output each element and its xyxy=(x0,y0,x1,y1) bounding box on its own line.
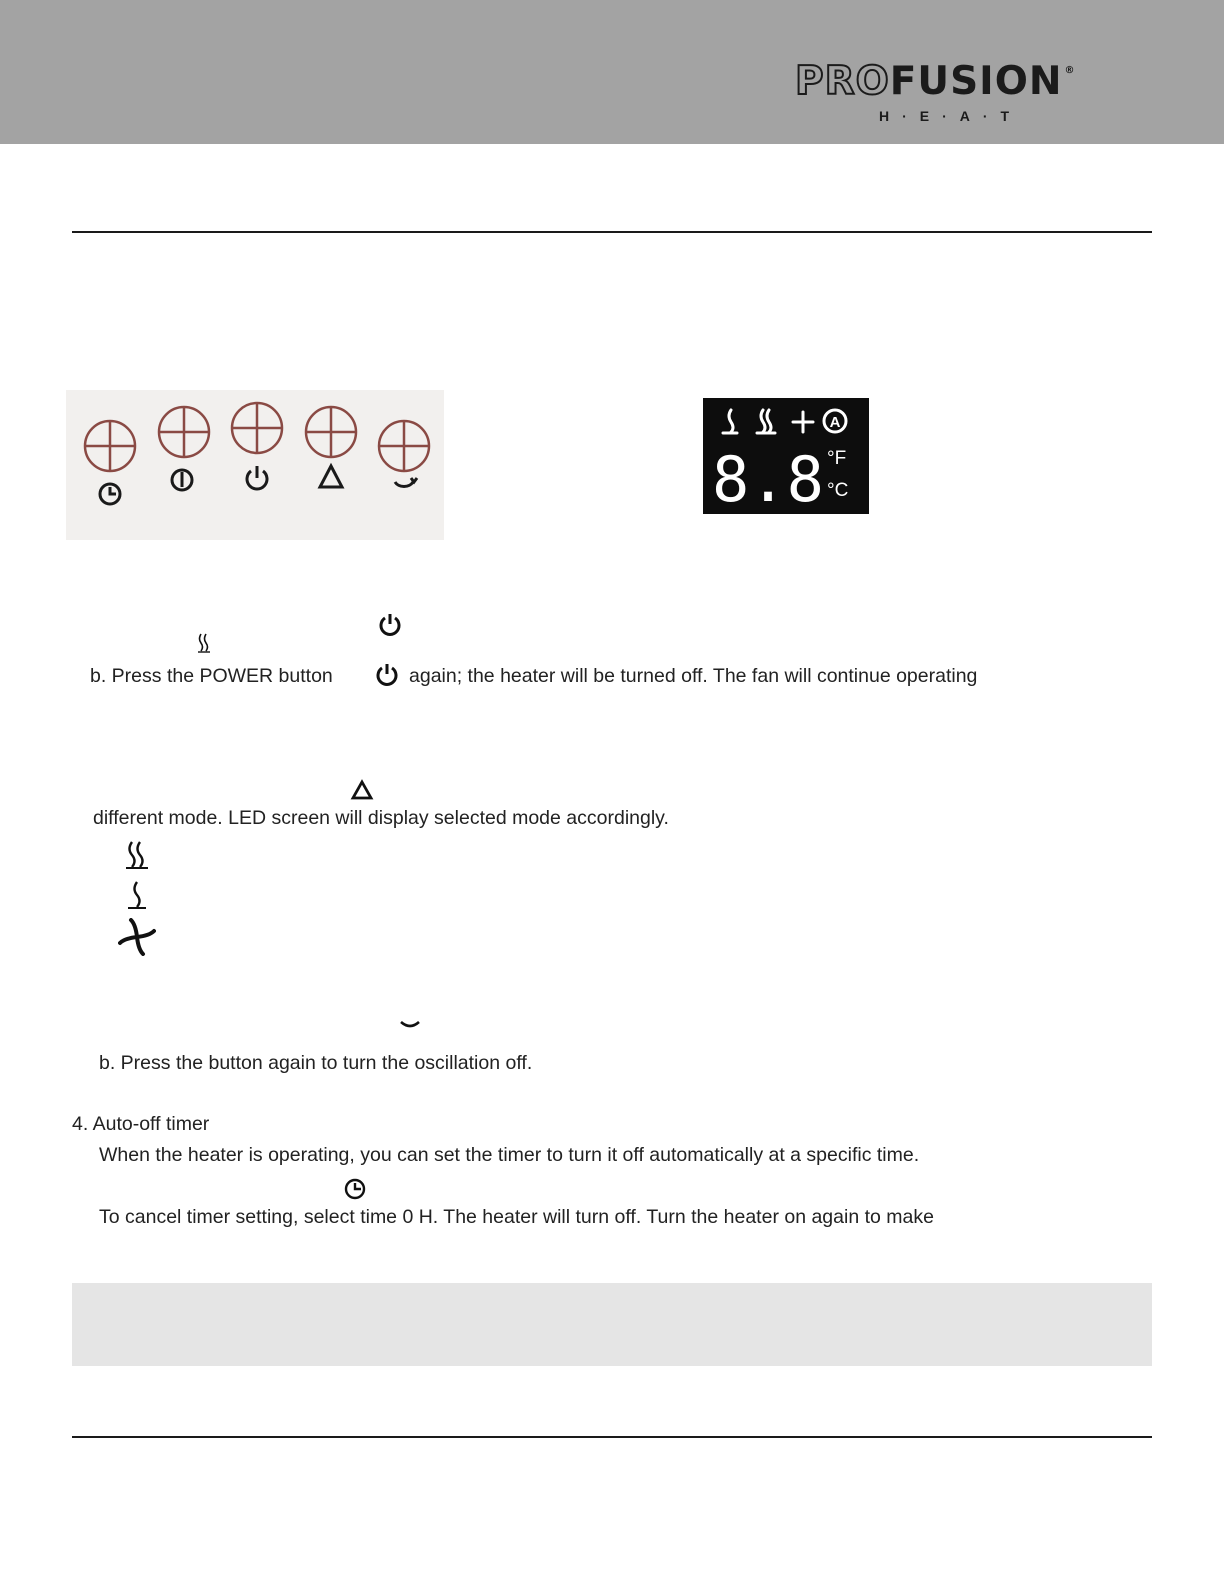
high-heat-icon xyxy=(196,632,212,654)
fan-icon xyxy=(118,918,156,956)
timer-button xyxy=(85,421,135,471)
clock-icon xyxy=(343,1177,367,1201)
note-box xyxy=(72,1283,1152,1366)
top-divider xyxy=(72,231,1152,233)
triangle-icon xyxy=(320,466,342,487)
auto-letter: A xyxy=(829,414,841,431)
brand-logo xyxy=(795,59,1145,132)
timer-heading: 4. Auto-off timer xyxy=(72,1113,210,1135)
thermometer-icon xyxy=(172,470,192,490)
bottom-divider xyxy=(72,1436,1152,1438)
power-step-b-continued: again; the heater will be turned off. The fan will continue operating xyxy=(409,665,978,687)
mode-button xyxy=(306,407,356,457)
high-heat-icon xyxy=(124,840,150,870)
led-display xyxy=(703,398,869,514)
power-step-b: b. Press the POWER button xyxy=(90,665,333,687)
brand-logo-outline-text: PRO xyxy=(795,59,890,104)
clock-icon xyxy=(100,484,120,504)
led-digits: 8.8 xyxy=(712,443,824,514)
fan-icon xyxy=(793,412,813,432)
power-icon xyxy=(375,662,399,686)
control-panel-photo xyxy=(66,390,444,540)
power-icon xyxy=(378,612,402,636)
low-heat-icon xyxy=(124,880,150,910)
oscillation-icon xyxy=(395,478,417,487)
power-button xyxy=(232,403,282,453)
oscillation-step-b: b. Press the button again to turn the oscillation off. xyxy=(99,1052,533,1074)
registered-mark: ® xyxy=(1064,65,1076,76)
brand-subtitle: H·E·A·T xyxy=(879,108,1023,124)
brand-logo-solid-text: FUSION xyxy=(889,59,1063,104)
temperature-button xyxy=(159,407,209,457)
unit-fahrenheit: °F xyxy=(827,448,847,469)
timer-cancel-text: To cancel timer setting, select time 0 H. The heater will turn off. Turn the heater on again to make xyxy=(99,1206,934,1228)
oscillation-icon xyxy=(398,1018,422,1032)
low-heat-icon xyxy=(723,410,737,433)
mode-description: different mode. LED screen will display selected mode accordingly. xyxy=(93,807,669,829)
power-icon xyxy=(247,466,267,489)
unit-celsius: °C xyxy=(827,480,849,501)
oscillation-button xyxy=(379,421,429,471)
timer-description: When the heater is operating, you can set the timer to turn it off automatically at a specific time. xyxy=(99,1144,920,1166)
triangle-icon xyxy=(350,779,374,801)
high-heat-icon xyxy=(757,410,775,433)
